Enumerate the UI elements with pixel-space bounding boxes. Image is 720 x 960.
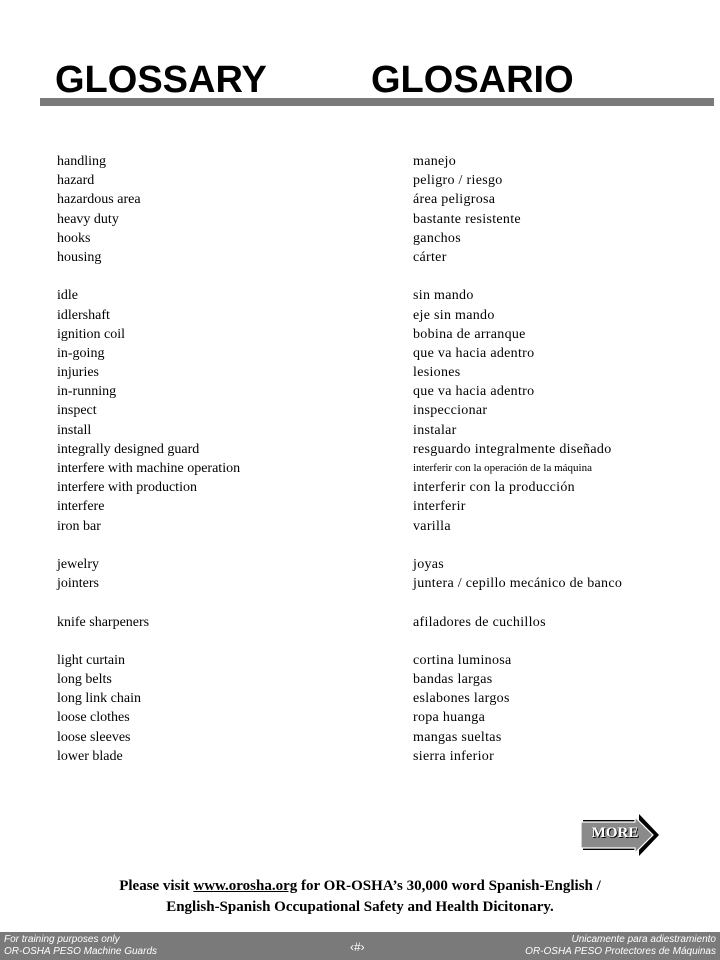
glossary-row [0,689,720,708]
glossary-row [0,363,720,382]
footer-bar [0,932,720,960]
term-english: hooks [57,230,91,246]
glossary-row [0,613,720,632]
term-spanish: sin mando [413,288,474,304]
term-english: interfere with machine operation [57,461,241,476]
glossary-row [0,708,720,727]
term-spanish: interferir con la producción [413,480,575,496]
term-english: loose sleeves [57,729,131,745]
glossary-row [0,478,720,497]
term-spanish: eje sin mando [413,307,495,323]
glossary-row [0,670,720,689]
footer-right [525,934,716,958]
footer-left-line-1: For training purposes only [4,934,120,945]
glossary-row [0,171,720,190]
term-spanish: sierra inferior [413,748,495,764]
footer-right-line-2: OR-OSHA PESO Protectores de Máquinas [525,946,716,957]
glossary-row [0,421,720,440]
glossary-row [0,440,720,459]
glossary-row [0,286,720,305]
term-english: injuries [57,365,99,381]
term-english: in-running [57,384,117,400]
section-gap [0,536,720,555]
more-button-label: MORE [591,825,639,841]
glossary-row [0,248,720,267]
term-spanish: ganchos [413,230,461,246]
term-spanish: joyas [413,556,445,572]
term-english: interfere [57,499,105,515]
glossary-row [0,229,720,248]
glossary-row [0,152,720,171]
term-spanish: interferir [413,499,466,515]
title-spanish: GLOSARIO [371,59,574,101]
term-spanish: área peligrosa [413,192,496,208]
term-english: inspect [57,403,97,419]
footer-left-line-2: OR-OSHA PESO Machine Guards [4,946,158,957]
glossary-row [0,651,720,670]
term-english: iron bar [57,518,101,534]
term-english: in-going [57,345,105,361]
term-english: jewelry [57,556,99,572]
term-spanish: peligro / riesgo [413,173,503,189]
term-english: long link chain [57,691,141,707]
notice-line-1 [0,876,720,897]
term-english: integrally designed guard [57,441,200,457]
term-english: long belts [57,672,112,688]
term-english: housing [57,249,102,265]
glossary-row [0,459,720,478]
glossary-list [0,152,720,766]
page-header [0,58,720,108]
term-spanish: que va hacia adentro [413,384,535,400]
glossary-row [0,728,720,747]
glossary-row [0,190,720,209]
section-gap [0,593,720,612]
term-english: hazardous area [57,192,141,208]
term-spanish: manejo [413,154,457,169]
term-english: ignition coil [57,326,126,342]
glossary-row [0,555,720,574]
term-spanish: bobina de arranque [413,326,526,342]
footer-right-line-1: Unicamente para adiestramiento [571,934,716,945]
glossary-row [0,344,720,363]
term-english: hazard [57,173,95,189]
term-english: lower blade [57,748,123,764]
term-spanish: eslabones largos [413,691,510,707]
term-english: knife sharpeners [57,614,150,630]
term-spanish: juntera / cepillo mecánico de banco [413,576,623,592]
term-spanish: lesiones [413,365,461,381]
term-english: idle [57,288,78,304]
term-spanish: instalar [413,422,457,438]
glossary-row [0,382,720,401]
orosha-link[interactable]: www.orosha.org [193,878,298,894]
glossary-row [0,517,720,536]
glossary-row [0,401,720,420]
term-spanish: inspeccionar [413,403,488,419]
term-spanish: cárter [413,249,447,265]
term-english: handling [57,154,106,169]
notice-line-2: English-Spanish Occupational Safety and Health Dicitonary. [166,899,554,915]
glossary-row [0,210,720,229]
term-spanish: varilla [413,518,451,534]
more-button[interactable] [579,814,659,856]
term-spanish: afiladores de cuchillos [413,614,546,630]
page-number: ‹#› [350,940,365,954]
notice-text-post: for OR-OSHA’s 30,000 word Spanish-English / [297,878,601,894]
title-english: GLOSSARY [55,59,267,101]
section-gap [0,632,720,651]
term-spanish: mangas sueltas [413,729,502,745]
term-spanish: interferir con la operación de la máquina [413,462,592,474]
glossary-row [0,325,720,344]
notice-text-pre: Please visit [119,878,194,894]
glossary-row [0,747,720,766]
term-spanish: que va hacia adentro [413,345,535,361]
glossary-row [0,574,720,593]
term-spanish: bastante resistente [413,211,521,227]
dictionary-notice [0,876,720,918]
term-english: loose clothes [57,710,130,726]
term-spanish: ropa huanga [413,710,486,726]
term-english: install [57,422,92,438]
glossary-row [0,497,720,516]
term-english: idlershaft [57,307,110,323]
term-english: interfere with production [57,480,197,496]
term-english: jointers [57,576,99,592]
term-english: light curtain [57,652,126,668]
term-spanish: resguardo integralmente diseñado [413,441,612,457]
footer-left [4,934,157,958]
term-spanish: bandas largas [413,672,493,688]
section-gap [0,267,720,286]
term-spanish: cortina luminosa [413,652,512,668]
term-english: heavy duty [57,211,119,227]
glossary-row [0,306,720,325]
